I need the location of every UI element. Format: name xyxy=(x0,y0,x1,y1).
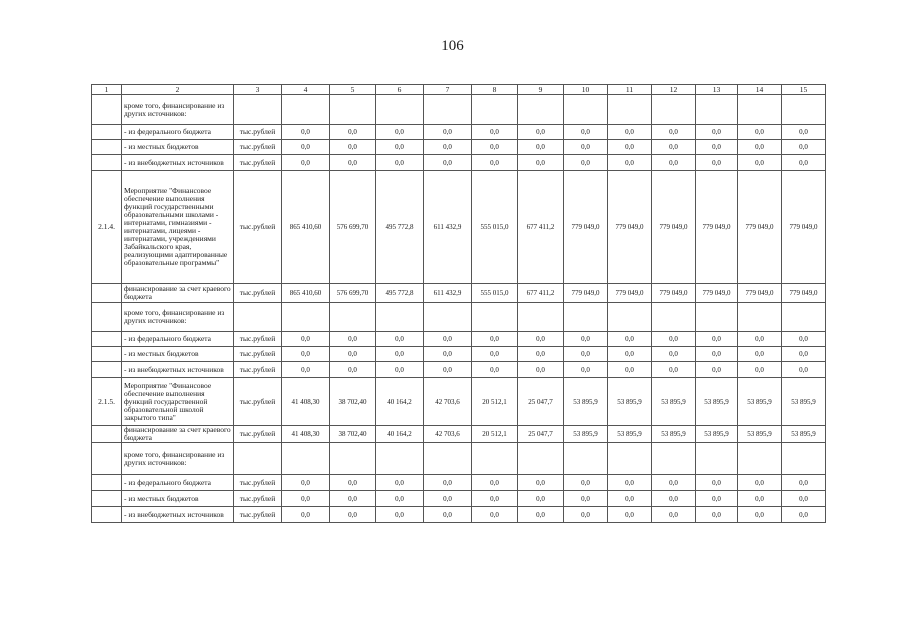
header-cell: 2 xyxy=(122,85,234,95)
unit-cell xyxy=(234,443,282,475)
row-description-cell: финансирование за счет краевого бюджета xyxy=(122,284,234,303)
row-code-cell xyxy=(92,491,122,507)
value-cell: 865 410,60 xyxy=(282,171,330,284)
value-cell: 0,0 xyxy=(564,491,608,507)
row-description-cell: - из федерального бюджета xyxy=(122,475,234,491)
row-description-cell: Мероприятие "Финансовое обеспечение выполнения функций государственными образовательными школами - интернатами, гимназиями - интернатами, лицеями - интернатами, учреждениями Забайкальского края, реализующими адаптированные образовательные программы" xyxy=(122,171,234,284)
row-code-cell xyxy=(92,347,122,362)
value-cell xyxy=(330,443,376,475)
value-cell xyxy=(424,95,472,125)
value-cell: 611 432,9 xyxy=(424,284,472,303)
row-description-cell: - из местных бюджетов xyxy=(122,140,234,155)
value-cell: 0,0 xyxy=(738,125,782,140)
row-code-cell xyxy=(92,443,122,475)
header-cell: 13 xyxy=(696,85,738,95)
value-cell xyxy=(472,443,518,475)
value-cell: 0,0 xyxy=(608,491,652,507)
value-cell: 0,0 xyxy=(424,491,472,507)
value-cell xyxy=(696,95,738,125)
value-cell: 0,0 xyxy=(782,475,826,491)
value-cell xyxy=(424,443,472,475)
row-code-cell xyxy=(92,95,122,125)
value-cell: 0,0 xyxy=(424,125,472,140)
unit-cell: тыс.рублей xyxy=(234,491,282,507)
row-code-cell xyxy=(92,155,122,171)
row-code-cell xyxy=(92,426,122,443)
value-cell: 576 699,70 xyxy=(330,284,376,303)
row-description-cell: - из федерального бюджета xyxy=(122,125,234,140)
value-cell: 0,0 xyxy=(608,362,652,378)
value-cell: 0,0 xyxy=(696,140,738,155)
row-description-cell: кроме того, финансирование из других источников: xyxy=(122,303,234,332)
value-cell xyxy=(782,95,826,125)
value-cell: 0,0 xyxy=(696,362,738,378)
value-cell: 779 049,0 xyxy=(608,171,652,284)
value-cell: 0,0 xyxy=(376,507,424,523)
row-code-cell xyxy=(92,475,122,491)
value-cell xyxy=(282,95,330,125)
page-number: 106 xyxy=(441,38,464,54)
value-cell: 779 049,0 xyxy=(782,171,826,284)
value-cell: 865 410,60 xyxy=(282,284,330,303)
value-cell xyxy=(330,95,376,125)
value-cell: 0,0 xyxy=(782,491,826,507)
value-cell: 0,0 xyxy=(518,140,564,155)
value-cell xyxy=(608,443,652,475)
table-row xyxy=(92,303,826,332)
value-cell xyxy=(564,303,608,332)
value-cell: 0,0 xyxy=(518,507,564,523)
table-row xyxy=(92,140,826,155)
value-cell: 677 411,2 xyxy=(518,171,564,284)
value-cell: 42 703,6 xyxy=(424,426,472,443)
value-cell: 53 895,9 xyxy=(652,426,696,443)
value-cell: 0,0 xyxy=(376,125,424,140)
value-cell: 0,0 xyxy=(424,362,472,378)
unit-cell: тыс.рублей xyxy=(234,284,282,303)
row-description-cell: - из федерального бюджета xyxy=(122,332,234,347)
value-cell xyxy=(738,95,782,125)
value-cell: 0,0 xyxy=(608,155,652,171)
row-code-cell xyxy=(92,140,122,155)
value-cell: 0,0 xyxy=(330,507,376,523)
value-cell: 0,0 xyxy=(330,140,376,155)
value-cell: 0,0 xyxy=(376,155,424,171)
value-cell: 25 047,7 xyxy=(518,426,564,443)
value-cell: 0,0 xyxy=(424,332,472,347)
row-code-cell xyxy=(92,125,122,140)
row-code-cell: 2.1.5. xyxy=(92,378,122,426)
value-cell: 53 895,9 xyxy=(782,378,826,426)
value-cell: 495 772,8 xyxy=(376,284,424,303)
unit-cell: тыс.рублей xyxy=(234,378,282,426)
value-cell: 0,0 xyxy=(518,332,564,347)
row-description-cell: кроме того, финансирование из других источников: xyxy=(122,443,234,475)
header-cell: 1 xyxy=(92,85,122,95)
unit-cell: тыс.рублей xyxy=(234,475,282,491)
value-cell: 0,0 xyxy=(696,475,738,491)
value-cell: 0,0 xyxy=(782,155,826,171)
value-cell: 42 703,6 xyxy=(424,378,472,426)
header-cell: 7 xyxy=(424,85,472,95)
value-cell xyxy=(376,303,424,332)
value-cell: 0,0 xyxy=(330,491,376,507)
value-cell: 0,0 xyxy=(518,491,564,507)
unit-cell: тыс.рублей xyxy=(234,140,282,155)
table-row xyxy=(92,378,826,426)
value-cell: 0,0 xyxy=(564,332,608,347)
value-cell: 0,0 xyxy=(282,507,330,523)
header-cell: 15 xyxy=(782,85,826,95)
value-cell: 0,0 xyxy=(424,347,472,362)
value-cell xyxy=(738,443,782,475)
row-code-cell: 2.1.4. xyxy=(92,171,122,284)
value-cell: 0,0 xyxy=(376,475,424,491)
value-cell xyxy=(424,303,472,332)
row-description-cell: Мероприятие "Финансовое обеспечение выполнения функций государственной образовательной школой закрытого типа" xyxy=(122,378,234,426)
value-cell: 0,0 xyxy=(564,125,608,140)
value-cell: 677 411,2 xyxy=(518,284,564,303)
value-cell: 0,0 xyxy=(652,507,696,523)
row-description-cell: финансирование за счет краевого бюджета xyxy=(122,426,234,443)
value-cell: 0,0 xyxy=(652,140,696,155)
value-cell xyxy=(608,303,652,332)
value-cell: 0,0 xyxy=(696,491,738,507)
value-cell: 0,0 xyxy=(608,140,652,155)
value-cell: 0,0 xyxy=(330,362,376,378)
unit-cell xyxy=(234,303,282,332)
value-cell: 0,0 xyxy=(608,507,652,523)
value-cell: 0,0 xyxy=(696,507,738,523)
value-cell xyxy=(738,303,782,332)
value-cell: 0,0 xyxy=(376,362,424,378)
value-cell: 0,0 xyxy=(696,155,738,171)
value-cell: 0,0 xyxy=(472,125,518,140)
value-cell: 0,0 xyxy=(282,362,330,378)
value-cell: 0,0 xyxy=(652,332,696,347)
value-cell: 0,0 xyxy=(608,475,652,491)
value-cell xyxy=(696,443,738,475)
value-cell xyxy=(376,443,424,475)
value-cell: 0,0 xyxy=(518,155,564,171)
value-cell: 0,0 xyxy=(424,155,472,171)
value-cell: 0,0 xyxy=(472,347,518,362)
value-cell: 0,0 xyxy=(782,507,826,523)
value-cell: 0,0 xyxy=(376,491,424,507)
unit-cell: тыс.рублей xyxy=(234,125,282,140)
header-row xyxy=(92,85,826,95)
value-cell: 0,0 xyxy=(738,140,782,155)
value-cell: 555 015,0 xyxy=(472,171,518,284)
value-cell: 0,0 xyxy=(564,362,608,378)
value-cell xyxy=(282,303,330,332)
value-cell: 0,0 xyxy=(564,140,608,155)
value-cell: 0,0 xyxy=(652,362,696,378)
value-cell: 0,0 xyxy=(696,347,738,362)
value-cell xyxy=(376,95,424,125)
table-body xyxy=(92,85,826,523)
value-cell: 53 895,9 xyxy=(738,426,782,443)
value-cell: 779 049,0 xyxy=(564,284,608,303)
row-description-cell: - из местных бюджетов xyxy=(122,347,234,362)
unit-cell: тыс.рублей xyxy=(234,362,282,378)
value-cell: 0,0 xyxy=(282,475,330,491)
value-cell: 779 049,0 xyxy=(738,284,782,303)
value-cell xyxy=(518,443,564,475)
value-cell: 40 164,2 xyxy=(376,426,424,443)
value-cell xyxy=(330,303,376,332)
table-row xyxy=(92,125,826,140)
value-cell: 0,0 xyxy=(472,362,518,378)
value-cell xyxy=(518,95,564,125)
value-cell: 20 512,1 xyxy=(472,426,518,443)
table-row xyxy=(92,284,826,303)
value-cell: 0,0 xyxy=(424,475,472,491)
value-cell: 779 049,0 xyxy=(652,284,696,303)
value-cell: 611 432,9 xyxy=(424,171,472,284)
value-cell xyxy=(782,303,826,332)
unit-cell: тыс.рублей xyxy=(234,347,282,362)
value-cell: 0,0 xyxy=(608,332,652,347)
row-description-cell: - из местных бюджетов xyxy=(122,491,234,507)
value-cell: 0,0 xyxy=(472,491,518,507)
value-cell: 0,0 xyxy=(738,155,782,171)
value-cell: 0,0 xyxy=(738,332,782,347)
value-cell: 0,0 xyxy=(696,125,738,140)
value-cell: 0,0 xyxy=(564,155,608,171)
header-cell: 14 xyxy=(738,85,782,95)
value-cell: 0,0 xyxy=(282,347,330,362)
value-cell: 0,0 xyxy=(608,347,652,362)
header-cell: 4 xyxy=(282,85,330,95)
value-cell: 0,0 xyxy=(282,332,330,347)
value-cell: 38 702,40 xyxy=(330,426,376,443)
value-cell: 20 512,1 xyxy=(472,378,518,426)
unit-cell: тыс.рублей xyxy=(234,426,282,443)
row-description-cell: кроме того, финансирование из других источников: xyxy=(122,95,234,125)
table-row xyxy=(92,155,826,171)
table-row xyxy=(92,475,826,491)
value-cell: 0,0 xyxy=(738,475,782,491)
header-cell: 9 xyxy=(518,85,564,95)
value-cell: 495 772,8 xyxy=(376,171,424,284)
value-cell: 53 895,9 xyxy=(738,378,782,426)
header-cell: 11 xyxy=(608,85,652,95)
value-cell: 0,0 xyxy=(782,140,826,155)
value-cell: 41 408,30 xyxy=(282,378,330,426)
value-cell: 40 164,2 xyxy=(376,378,424,426)
row-code-cell xyxy=(92,362,122,378)
value-cell: 0,0 xyxy=(330,332,376,347)
value-cell: 0,0 xyxy=(472,140,518,155)
value-cell xyxy=(608,95,652,125)
value-cell: 0,0 xyxy=(652,155,696,171)
value-cell: 0,0 xyxy=(424,140,472,155)
table-row xyxy=(92,332,826,347)
value-cell: 779 049,0 xyxy=(696,171,738,284)
value-cell: 0,0 xyxy=(376,347,424,362)
value-cell: 53 895,9 xyxy=(564,378,608,426)
value-cell: 53 895,9 xyxy=(782,426,826,443)
value-cell: 779 049,0 xyxy=(608,284,652,303)
table-row xyxy=(92,171,826,284)
row-code-cell xyxy=(92,507,122,523)
unit-cell: тыс.рублей xyxy=(234,507,282,523)
value-cell: 0,0 xyxy=(282,491,330,507)
table-row xyxy=(92,426,826,443)
value-cell xyxy=(652,443,696,475)
value-cell: 0,0 xyxy=(608,125,652,140)
value-cell: 0,0 xyxy=(652,347,696,362)
value-cell xyxy=(472,95,518,125)
value-cell: 779 049,0 xyxy=(782,284,826,303)
value-cell: 0,0 xyxy=(330,475,376,491)
value-cell xyxy=(472,303,518,332)
value-cell: 779 049,0 xyxy=(564,171,608,284)
table-row xyxy=(92,491,826,507)
header-cell: 8 xyxy=(472,85,518,95)
value-cell: 0,0 xyxy=(738,362,782,378)
value-cell: 53 895,9 xyxy=(652,378,696,426)
value-cell: 0,0 xyxy=(652,491,696,507)
row-code-cell xyxy=(92,332,122,347)
value-cell: 0,0 xyxy=(472,155,518,171)
value-cell xyxy=(652,95,696,125)
value-cell: 0,0 xyxy=(782,332,826,347)
value-cell xyxy=(564,443,608,475)
value-cell xyxy=(518,303,564,332)
value-cell: 53 895,9 xyxy=(608,426,652,443)
value-cell xyxy=(696,303,738,332)
value-cell: 53 895,9 xyxy=(696,426,738,443)
value-cell: 0,0 xyxy=(652,125,696,140)
header-cell: 3 xyxy=(234,85,282,95)
row-description-cell: - из внебюджетных источников xyxy=(122,155,234,171)
value-cell: 0,0 xyxy=(330,347,376,362)
value-cell: 779 049,0 xyxy=(738,171,782,284)
value-cell: 0,0 xyxy=(330,155,376,171)
value-cell: 0,0 xyxy=(518,475,564,491)
header-cell: 6 xyxy=(376,85,424,95)
value-cell: 0,0 xyxy=(564,475,608,491)
budget-table xyxy=(91,84,826,523)
row-description-cell: - из внебюджетных источников xyxy=(122,362,234,378)
value-cell: 0,0 xyxy=(518,362,564,378)
table-row xyxy=(92,507,826,523)
value-cell: 0,0 xyxy=(738,507,782,523)
header-cell: 12 xyxy=(652,85,696,95)
value-cell: 25 047,7 xyxy=(518,378,564,426)
unit-cell: тыс.рублей xyxy=(234,155,282,171)
value-cell: 576 699,70 xyxy=(330,171,376,284)
value-cell: 0,0 xyxy=(472,475,518,491)
row-code-cell xyxy=(92,303,122,332)
value-cell: 53 895,9 xyxy=(696,378,738,426)
value-cell: 0,0 xyxy=(424,507,472,523)
value-cell: 0,0 xyxy=(564,507,608,523)
value-cell: 0,0 xyxy=(282,125,330,140)
value-cell: 0,0 xyxy=(738,491,782,507)
table-row xyxy=(92,362,826,378)
table-row xyxy=(92,347,826,362)
value-cell: 779 049,0 xyxy=(696,284,738,303)
row-code-cell xyxy=(92,284,122,303)
value-cell: 38 702,40 xyxy=(330,378,376,426)
value-cell: 0,0 xyxy=(472,507,518,523)
value-cell: 0,0 xyxy=(782,347,826,362)
value-cell: 41 408,30 xyxy=(282,426,330,443)
value-cell: 53 895,9 xyxy=(608,378,652,426)
value-cell xyxy=(652,303,696,332)
row-description-cell: - из внебюджетных источников xyxy=(122,507,234,523)
value-cell: 0,0 xyxy=(376,332,424,347)
header-cell: 5 xyxy=(330,85,376,95)
unit-cell: тыс.рублей xyxy=(234,332,282,347)
value-cell xyxy=(282,443,330,475)
value-cell: 0,0 xyxy=(782,125,826,140)
value-cell: 0,0 xyxy=(282,155,330,171)
value-cell: 0,0 xyxy=(652,475,696,491)
value-cell: 0,0 xyxy=(564,347,608,362)
unit-cell xyxy=(234,95,282,125)
value-cell: 0,0 xyxy=(696,332,738,347)
value-cell: 779 049,0 xyxy=(652,171,696,284)
value-cell: 0,0 xyxy=(518,125,564,140)
value-cell xyxy=(564,95,608,125)
value-cell: 0,0 xyxy=(376,140,424,155)
value-cell: 0,0 xyxy=(472,332,518,347)
value-cell: 555 015,0 xyxy=(472,284,518,303)
value-cell: 0,0 xyxy=(330,125,376,140)
header-cell: 10 xyxy=(564,85,608,95)
value-cell xyxy=(782,443,826,475)
value-cell: 0,0 xyxy=(282,140,330,155)
table-row xyxy=(92,443,826,475)
value-cell: 0,0 xyxy=(518,347,564,362)
value-cell: 53 895,9 xyxy=(564,426,608,443)
unit-cell: тыс.рублей xyxy=(234,171,282,284)
value-cell: 0,0 xyxy=(782,362,826,378)
value-cell: 0,0 xyxy=(738,347,782,362)
table-row xyxy=(92,95,826,125)
